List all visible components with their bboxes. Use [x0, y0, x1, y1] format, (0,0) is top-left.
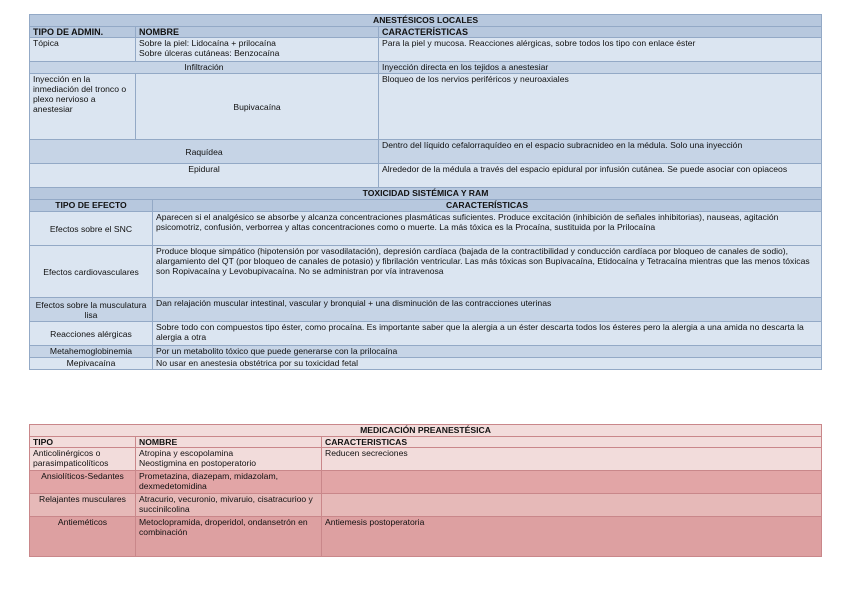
row-caract: Sobre todo con compuestos tipo éster, como procaína. Es importante saber que la alergia a un éster descarta todos los ésteres pero la alergia a una amida no descarta la alergia a otra	[153, 322, 822, 346]
row-caract	[322, 471, 822, 494]
table-row	[30, 164, 822, 188]
nombre-line: Sobre úlceras cutáneas: Benzocaína	[139, 48, 280, 58]
nombre-line: Atropina y escopolamina	[139, 448, 234, 458]
table-row	[30, 358, 822, 370]
row-caract	[322, 494, 822, 517]
col-nombre: NOMBRE	[136, 27, 379, 38]
row-tipo: Efectos sobre el SNC	[30, 212, 153, 246]
row-caract: Para la piel y mucosa. Reacciones alérgicas, sobre todos los tipo con enlace éster	[379, 38, 822, 62]
row-caract: Alrededor de la médula a través del espacio epidural por infusión cutánea. Se puede asociar con opiaceos	[379, 164, 822, 188]
row-nombre: Metoclopramida, droperidol, ondansetrón en combinación	[136, 517, 322, 557]
table-row	[30, 494, 822, 517]
row-tipo: Tópica	[30, 38, 136, 62]
row-caract: Dentro del líquido cefalorraquídeo en el espacio subracnideo en la médula. Solo una inyección	[379, 140, 822, 164]
row-nombre: Prometazina, diazepam, midazolam, dexmedetomidina	[136, 471, 322, 494]
row-nombre	[136, 448, 322, 471]
row-caract: Aparecen si el analgésico se absorbe y alcanza concentraciones plasmáticas suficientes. Produce excitación (inhibición de señales inhibitorias), nauseas, agitación psicomotriz, confusión, verborrea y altas concentraciones como o muerte. La más tóxica es la Procaína, sustituida por la Prilocaína	[153, 212, 822, 246]
nombre-line: Neostigmina en postoperatorio	[139, 458, 257, 468]
table-row	[30, 448, 822, 471]
row-tipo: Inyección en la inmediación del tronco o plexo nervioso a anestesiar	[30, 74, 136, 140]
row-nombre	[136, 38, 379, 62]
table-row	[30, 246, 822, 298]
row-tipo: Ansiolíticos-Sedantes	[30, 471, 136, 494]
table-row	[30, 471, 822, 494]
row-caract: Bloqueo de los nervios periféricos y neuroaxiales	[379, 74, 822, 140]
row-nombre: Bupivacaína	[136, 74, 379, 140]
row-tipo: Mepivacaína	[30, 358, 153, 370]
anestesicos-locales-table	[29, 14, 822, 370]
row-tipo: Metahemoglobinemia	[30, 346, 153, 358]
toxicidad-title: TOXICIDAD SISTÉMICA Y RAM	[30, 188, 822, 200]
row-caract: No usar en anestesia obstétrica por su toxicidad fetal	[153, 358, 822, 370]
col-nombre: NOMBRE	[136, 437, 322, 448]
row-caract: Produce bloque simpático (hipotensión por vasodilatación), depresión cardíaca (bajada de la contractibilidad y conducción cardíaca por bloqueo de canales de sodio), alargamiento del QT (por bloqueo de canales de potasio) y fibrilación ventricular. Las más tóxicas son Bupivacaína, Etidocaína y Tetracaína mientras que las menos tóxicas son Ropivacaína y Levobupivacaína. No se administran por vía intravenosa	[153, 246, 822, 298]
table-row	[30, 298, 822, 322]
row-tipo: Antieméticos	[30, 517, 136, 557]
row-caract: Inyección directa en los tejidos a anestesiar	[379, 62, 822, 74]
col-tipo-admin: TIPO DE ADMIN.	[30, 27, 136, 38]
table-row	[30, 140, 822, 164]
col-tipo-efecto: TIPO DE EFECTO	[30, 200, 153, 212]
table-row	[30, 322, 822, 346]
row-tipo: Raquídea	[30, 140, 379, 164]
table-row	[30, 212, 822, 246]
col-caracteristicas: CARACTERÍSTICAS	[379, 27, 822, 38]
row-nombre: Atracurio, vecuronio, mivaruio, cisatracurioo y succinilcolina	[136, 494, 322, 517]
anestesicos-title: ANESTÉSICOS LOCALES	[30, 15, 822, 27]
row-tipo: Relajantes musculares	[30, 494, 136, 517]
table-row	[30, 517, 822, 557]
col-tipo: TIPO	[30, 437, 136, 448]
row-tipo: Anticolinérgicos o parasimpaticolíticos	[30, 448, 136, 471]
table-row	[30, 346, 822, 358]
row-tipo: Infiltración	[30, 62, 379, 74]
row-tipo: Efectos sobre la musculatura lisa	[30, 298, 153, 322]
row-tipo: Reacciones alérgicas	[30, 322, 153, 346]
row-caract: Reducen secreciones	[322, 448, 822, 471]
row-caract: Antiemesis postoperatoria	[322, 517, 822, 557]
col-caracteristicas: CARACTERISTICAS	[322, 437, 822, 448]
table-row	[30, 74, 822, 140]
table-row	[30, 62, 822, 74]
table-row	[30, 38, 822, 62]
medicacion-title: MEDICACIÓN PREANESTÉSICA	[30, 425, 822, 437]
medicacion-preanestesica-table	[29, 424, 822, 557]
col-caracteristicas: CARACTERÍSTICAS	[153, 200, 822, 212]
nombre-line: Sobre la piel: Lidocaína + prilocaína	[139, 38, 276, 48]
row-caract: Dan relajación muscular intestinal, vascular y bronquial + una disminución de las contracciones uterinas	[153, 298, 822, 322]
row-caract: Por un metabolito tóxico que puede generarse con la prilocaína	[153, 346, 822, 358]
row-tipo: Efectos cardiovasculares	[30, 246, 153, 298]
row-tipo: Epidural	[30, 164, 379, 188]
